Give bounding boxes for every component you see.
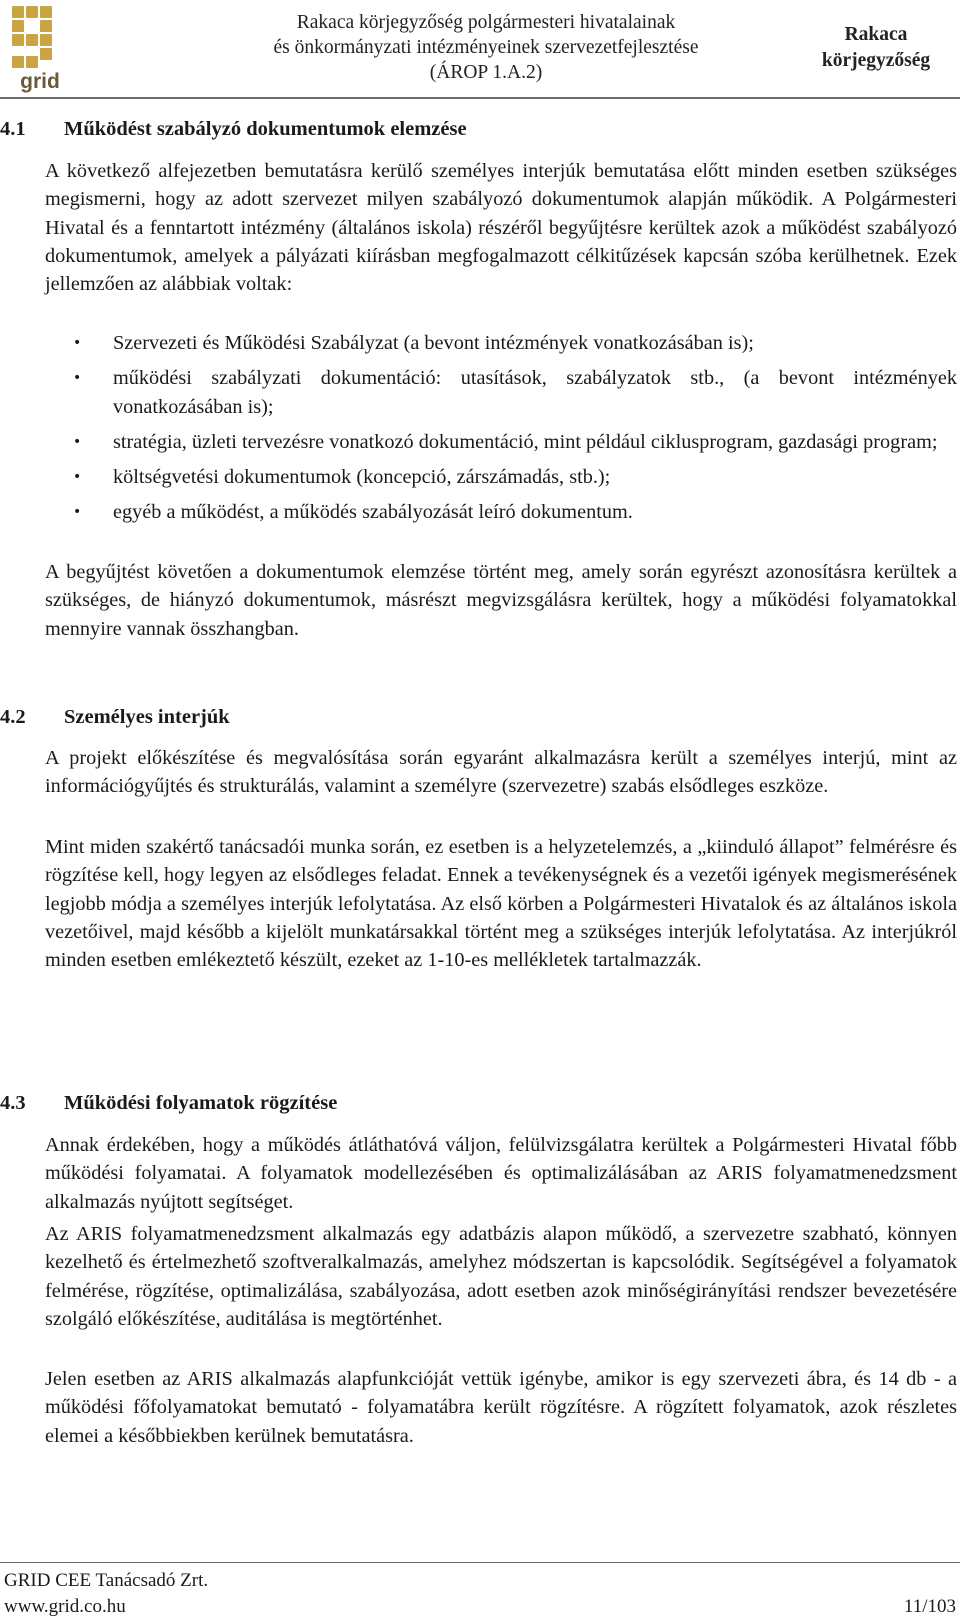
- project-title-line1: Rakaca körjegyzőség polgármesteri hivatalainak: [296, 12, 676, 33]
- footer-company: GRID CEE Tanácsadó Zrt.: [4, 1570, 209, 1591]
- section-title: Működést szabályzó dokumentumok elemzése: [64, 118, 467, 140]
- section-4-1-intro: A következő alfejezetben bemutatásra kerülő személyes interjúk bemutatása előtt minden esetben szükséges megismerni, hogy az adott szervezet milyen szabályozó dokumentumok alapján működik. A Polgármesteri Hivatal és a fenntartott intézmény (általános iskola) részéről begyűjtésre kerültek azok a működést szabályozó dokumentumok, amelyek a pályázati kiírásban megfogalmazott célkitűzések kapcsán szóba kerülhetnek. Ezek jellemzően az alábbiak voltak:: [45, 160, 957, 296]
- section-4-2-paragraph-2: Mint miden szakértő tanácsadói munka során, ez esetben is a helyzetelemzés, a „kiinduló állapot” felmérésre és rögzítése kell, hogy legyen az elsődleges feladat. Ennek a tevékenységnek és a vezetői igények megismerésének legjobb módja a személyes interjúk lefolytatása. Az első körben a Polgármesteri Hivatalok és az általános iskola vezetőivel, majd később a kijelölt munkatársakkal történt meg a szükséges interjúk lefolytatása. Az interjúkról minden esetben emlékeztető készült, ezeket az 1-10-es mellékletek tartalmazzák.: [45, 836, 957, 972]
- footer-divider: [0, 1562, 960, 1563]
- footer-website: www.grid.co.hu: [4, 1596, 126, 1617]
- section-4-3-paragraph-3: Jelen esetben az ARIS alkalmazás alapfunkcióját vettük igénybe, amikor is egy szervezeti ábra, és 14 db - a működési főfolyamatokat bemutató - folyamatábra került rögzítésre. A rögzített folyamatok, azok részletes elemei a későbbiekben kerülnek bemutatásra.: [45, 1368, 957, 1447]
- footer-company-block: [4, 1568, 208, 1620]
- section-4-3-paragraph-1: Annak érdekében, hogy a működés átláthatóvá váljon, felülvizsgálatra kerültek a Polgármesteri Hivatal főbb működési folyamatai. A folyamatok modellezésében és optimalizálásában az ARIS folyamatmenedzsment alkalmazás nyújtott segítséget.: [45, 1134, 957, 1213]
- list-item: • Szervezeti és Működési Szabályzat (a bevont intézmények vonatkozásában is);: [45, 329, 957, 357]
- section-title: Működési folyamatok rögzítése: [64, 1092, 338, 1114]
- header-divider: [0, 97, 960, 99]
- section-number: 4.1: [0, 118, 26, 140]
- document-type-list: [45, 329, 957, 527]
- organization-name-line1: Rakaca: [844, 24, 908, 45]
- project-title-line2: és önkormányzati intézményeinek szervezetfejlesztése: [273, 37, 699, 58]
- page-number: 11/103: [903, 1596, 956, 1617]
- list-item: • stratégia, üzleti tervezésre vonatkozó dokumentáció, mint például ciklusprogram, gazdasági program;: [45, 428, 957, 456]
- grid-logo: [8, 4, 64, 92]
- project-title: [236, 10, 736, 85]
- list-item: • költségvetési dokumentumok (koncepció, zárszámadás, stb.);: [45, 463, 957, 491]
- section-heading-4-1: [0, 118, 960, 144]
- section-number: 4.2: [0, 706, 26, 728]
- section-4-2-paragraph-1: A projekt előkészítése és megvalósítása során egyaránt alkalmazásra került a személyes interjú, mint az információgyűjtés és strukturálás, valamint a személyre (szervezetre) szabás elsődleges eszköze.: [45, 747, 957, 798]
- grid-logo-icon: [8, 4, 64, 70]
- section-heading-4-2: [0, 706, 960, 732]
- list-item: • egyéb a működést, a működés szabályozását leíró dokumentum.: [45, 498, 957, 526]
- section-number: 4.3: [0, 1092, 26, 1114]
- project-title-line3: (ÁROP 1.A.2): [429, 62, 543, 83]
- organization-name-line2: körjegyzőség: [821, 50, 931, 71]
- organization-name: [806, 22, 946, 74]
- section-title: Személyes interjúk: [64, 706, 230, 728]
- logo-wordmark: grid: [20, 70, 60, 93]
- section-heading-4-3: [0, 1092, 960, 1118]
- section-4-1-outro: A begyűjtést követően a dokumentumok elemzése történt meg, amely során egyrészt azonosításra kerültek a szükséges, de hiányzó dokumentumok, másrészt megvizsgálásra kerültek, hogy a működési folyamatokkal mennyire vannak összhangban.: [45, 561, 957, 640]
- list-item: • működési szabályzati dokumentáció: utasítások, szabályzatok stb., (a bevont intézmények vonatkozásában is);: [45, 364, 957, 421]
- section-4-3-paragraph-2: Az ARIS folyamatmenedzsment alkalmazás egy adatbázis alapon működő, a szervezetre szabható, könnyen kezelhető és értelmezhető szoftveralkalmazás, amelyhez módszertan is kapcsolódik. Segítségével a folyamatok felmérése, rögzítése, optimalizálása, szabályozása, adott esetben azok minőségirányítási rendszer bevezetésére szolgáló előkészítése, auditálása is megtörténhet.: [45, 1223, 957, 1330]
- page-header: [0, 0, 960, 100]
